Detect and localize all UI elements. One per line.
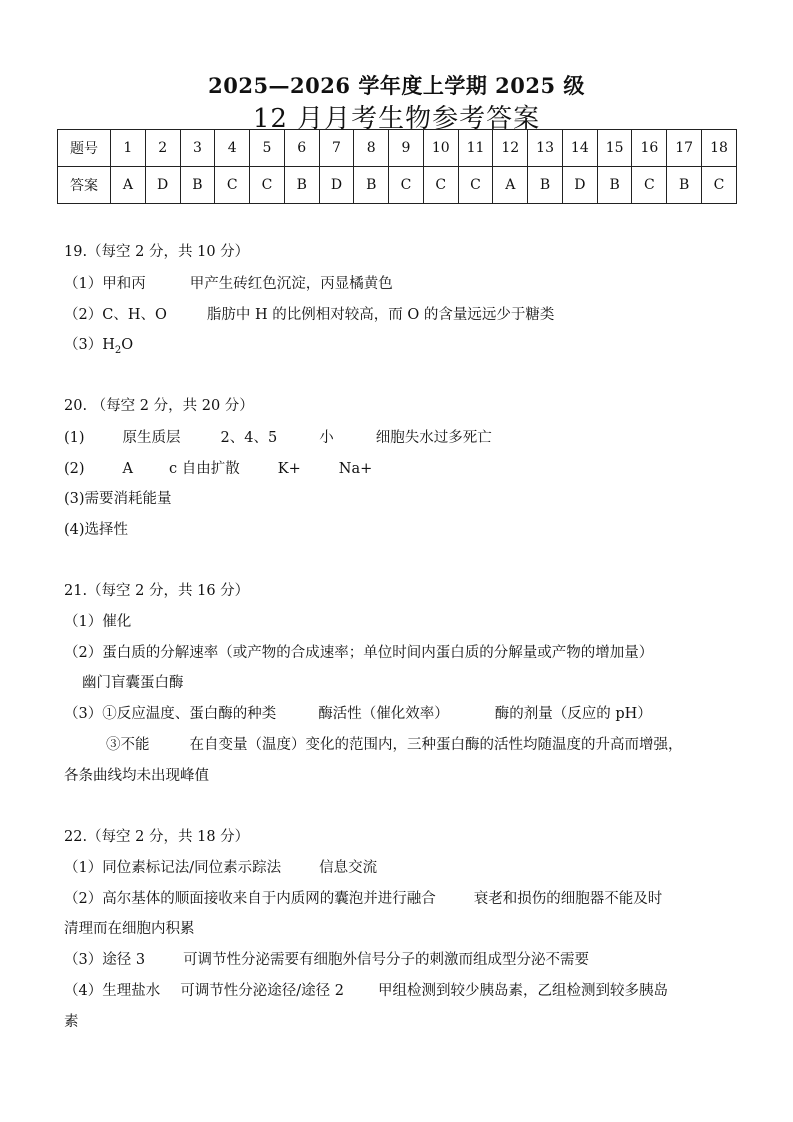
q22-answer3: （2）高尔基体的顺面接收来自于内质网的囊泡并进行融合 bbox=[64, 891, 436, 907]
q20-label2: (2) bbox=[64, 461, 85, 477]
table-cell: 5 bbox=[250, 130, 285, 167]
q22-answer6: 可调节性分泌需要有细胞外信号分子的刺激而组成型分泌不需要 bbox=[183, 952, 590, 968]
table-cell: D bbox=[319, 167, 354, 204]
table-cell: D bbox=[562, 167, 597, 204]
table-cell: 13 bbox=[528, 130, 563, 167]
q20-answer1: 原生质层 bbox=[122, 430, 181, 446]
table-cell: 3 bbox=[180, 130, 215, 167]
q22-line5: 素 bbox=[64, 1014, 79, 1030]
q22-answer7: （4）生理盐水 bbox=[64, 983, 161, 999]
table-cell: 16 bbox=[632, 130, 667, 167]
table-cell: C bbox=[702, 167, 737, 204]
page-title-line2: 12 月月考生物参考答案 bbox=[252, 104, 541, 134]
table-cell: 14 bbox=[562, 130, 597, 167]
q19-line1 bbox=[64, 272, 393, 293]
table-cell: 10 bbox=[423, 130, 458, 167]
q22-answer8: 可调节性分泌途径/途径 2 bbox=[180, 983, 344, 999]
table-cell: 9 bbox=[389, 130, 424, 167]
q21-line1: （1）催化 bbox=[64, 614, 132, 630]
q21-answer4: ③不能 bbox=[106, 737, 150, 753]
table-cell: A bbox=[111, 167, 146, 204]
q19-answer2: 甲产生砖红色沉淀，丙显橘黄色 bbox=[189, 276, 393, 292]
table-cell: B bbox=[528, 167, 563, 204]
q22-line1 bbox=[64, 856, 377, 877]
answer-table bbox=[57, 129, 737, 204]
q21-answer2: 酶活性（催化效率） bbox=[318, 706, 449, 722]
q20-heading: 20. （每空 2 分，共 20 分） bbox=[64, 398, 254, 414]
q21-heading: 21.（每空 2 分，共 16 分） bbox=[64, 583, 250, 599]
table-cell: 15 bbox=[597, 130, 632, 167]
table-cell: A bbox=[493, 167, 528, 204]
q20-answer7: K+ bbox=[277, 461, 301, 477]
page-title-line1: 2025—2026 学年度上学期 2025 级 bbox=[208, 73, 585, 98]
q20-answer3: 小 bbox=[319, 430, 334, 446]
table-cell: C bbox=[458, 167, 493, 204]
q22-answer4: 衰老和损伤的细胞器不能及时 bbox=[473, 891, 663, 907]
q19-answer3: （2）C、H、O bbox=[64, 307, 167, 323]
table-cell: 17 bbox=[667, 130, 702, 167]
row-label-answer: 答案 bbox=[58, 167, 111, 204]
q20-answer6: c 自由扩散 bbox=[169, 461, 240, 477]
table-cell: B bbox=[597, 167, 632, 204]
table-cell: 8 bbox=[354, 130, 389, 167]
table-cell: C bbox=[250, 167, 285, 204]
q20-answer5: A bbox=[122, 461, 134, 477]
table-cell: C bbox=[389, 167, 424, 204]
table-cell: B bbox=[354, 167, 389, 204]
table-cell: 4 bbox=[215, 130, 250, 167]
table-cell: C bbox=[632, 167, 667, 204]
q19-answer5-a: （3）H bbox=[64, 337, 115, 353]
q21-answer1: （3）①反应温度、蛋白酶的种类 bbox=[64, 706, 277, 722]
q19-answer5-b: O bbox=[121, 337, 134, 353]
q21-line3 bbox=[64, 702, 652, 723]
q19-line2 bbox=[64, 303, 554, 324]
table-row-numbers bbox=[58, 130, 737, 167]
q19-answer1: （1）甲和丙 bbox=[64, 276, 146, 292]
q21-line2b: 幽门盲囊蛋白酶 bbox=[82, 675, 184, 691]
table-cell: 2 bbox=[145, 130, 180, 167]
q22-heading: 22.（每空 2 分，共 18 分） bbox=[64, 829, 250, 845]
q22-answer9: 甲组检测到较少胰岛素，乙组检测到较多胰岛 bbox=[377, 983, 668, 999]
row-label-number: 题号 bbox=[58, 130, 111, 167]
table-cell: B bbox=[667, 167, 702, 204]
q21-line5: 各条曲线均未出现峰值 bbox=[64, 768, 209, 784]
table-cell: D bbox=[145, 167, 180, 204]
q21-line2: （2）蛋白质的分解速率（或产物的合成速率；单位时间内蛋白质的分解量或产物的增加量） bbox=[64, 645, 654, 661]
q19-answer4: 脂肪中 H 的比例相对较高，而 O 的含量远远少于糖类 bbox=[206, 307, 555, 323]
q20-line1 bbox=[64, 426, 492, 447]
q20-line3: (3)需要消耗能量 bbox=[64, 491, 172, 507]
q22-answer1: （1）同位素标记法/同位素示踪法 bbox=[64, 860, 282, 876]
q22-answer2: 信息交流 bbox=[319, 860, 378, 876]
table-cell: C bbox=[215, 167, 250, 204]
table-cell: B bbox=[180, 167, 215, 204]
q20-label1: (1) bbox=[64, 430, 85, 446]
q22-answer5: （3）途径 3 bbox=[64, 952, 146, 968]
table-cell: 6 bbox=[284, 130, 319, 167]
table-cell: 18 bbox=[702, 130, 737, 167]
q22-line3 bbox=[64, 948, 589, 969]
table-cell: 1 bbox=[111, 130, 146, 167]
table-cell: C bbox=[423, 167, 458, 204]
table-cell: 11 bbox=[458, 130, 493, 167]
q22-line4 bbox=[64, 979, 668, 1000]
q19-heading: 19.（每空 2 分，共 10 分） bbox=[64, 244, 250, 260]
q20-answer4: 细胞失水过多死亡 bbox=[375, 430, 492, 446]
q22-line2 bbox=[64, 887, 662, 908]
q19-line3 bbox=[64, 333, 133, 356]
q20-line4: (4)选择性 bbox=[64, 522, 129, 538]
q21-line4 bbox=[106, 733, 683, 754]
q21-answer3: 酶的剂量（反应的 pH） bbox=[494, 706, 652, 722]
q19-answer5-sub: 2 bbox=[114, 344, 122, 356]
q20-answer8: Na+ bbox=[338, 461, 373, 477]
table-cell: 12 bbox=[493, 130, 528, 167]
table-cell: B bbox=[284, 167, 319, 204]
q21-answer5: 在自变量（温度）变化的范围内，三种蛋白酶的活性均随温度的升高而增强， bbox=[189, 737, 683, 753]
q20-answer2: 2、4、5 bbox=[220, 430, 278, 446]
table-row-answers bbox=[58, 167, 737, 204]
table-cell: 7 bbox=[319, 130, 354, 167]
q22-line2c: 清理而在细胞内积累 bbox=[64, 921, 195, 937]
q20-line2 bbox=[64, 457, 372, 478]
